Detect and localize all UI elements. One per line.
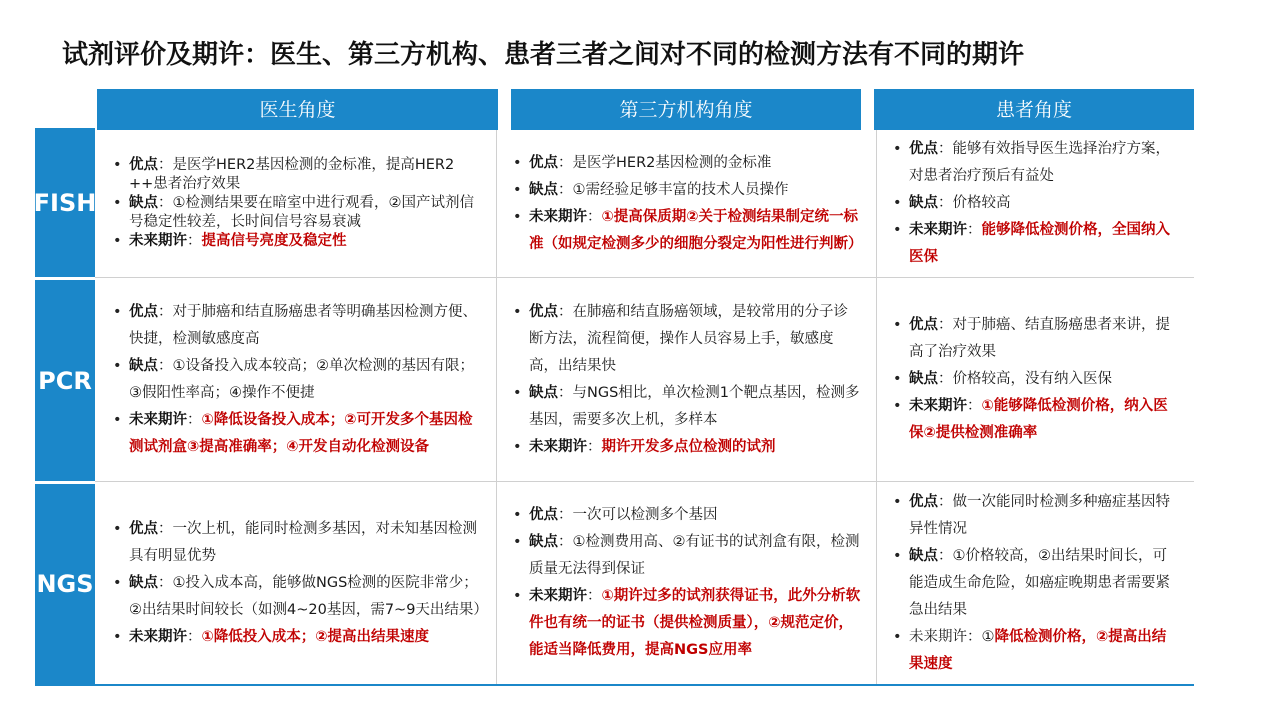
item-expectation: 期许开发多点位检测的试剂 (601, 438, 776, 455)
item-expectation: 能够降低检测价格，全国纳入医保 (909, 222, 1170, 265)
item-expectation: ①期许过多的试剂获得证书，此外分析软件也有统一的证书（提供检测质量），②规范定价，能适当降低费用，提高NGS应用率 (529, 588, 861, 658)
item-expectation: ①降低设备投入成本；②可开发多个基因检测试剂盒③提高准确率；④开发自动化检测设备 (129, 411, 473, 455)
cell-pcr-doctor (97, 278, 497, 481)
list-item (111, 407, 482, 461)
cell-ngs-third-party (497, 482, 877, 684)
item-separator: ： (558, 154, 573, 171)
bullet-list (891, 489, 1180, 678)
item-text: ① (981, 628, 995, 645)
row-label-ngs: NGS (35, 484, 95, 684)
item-separator: ： (558, 303, 573, 320)
item-text: 价格较高 (952, 195, 1011, 211)
row-label-fish: FISH (35, 128, 95, 277)
item-key: 优点 (129, 520, 158, 537)
item-text: 一次可以检测多个基因 (572, 507, 718, 523)
item-key: 缺点 (909, 195, 938, 211)
item-key: 缺点 (909, 371, 938, 387)
list-item (891, 190, 1180, 217)
item-key: 未来期许 (909, 398, 967, 414)
item-text: ①检测费用高、②有证书的试剂盒有限，检测质量无法得到保证 (529, 534, 860, 577)
bullet-list (891, 312, 1180, 447)
item-key: 未来期许 (909, 222, 967, 238)
item-key: 优点 (909, 141, 938, 157)
item-separator: ： (158, 574, 173, 591)
item-separator: ： (587, 438, 602, 455)
item-text: 一次上机，能同时检测多基因，对未知基因检测具有明显优势 (129, 520, 477, 564)
list-item (111, 353, 482, 407)
bullet-list (511, 502, 862, 664)
list-item (511, 299, 862, 380)
item-text: 是医学HER2基因检测的金标准 (572, 154, 772, 171)
list-item (891, 489, 1180, 543)
list-item (111, 570, 488, 624)
item-expectation: 降低检测价格，②提高出结果速度 (909, 628, 1167, 672)
item-key: 优点 (129, 303, 158, 320)
item-separator: ： (967, 398, 982, 414)
list-item (511, 177, 862, 204)
list-item (511, 150, 862, 177)
item-separator: ： (158, 520, 173, 537)
item-separator: ： (558, 507, 573, 523)
item-key: 未来期许 (529, 438, 587, 455)
item-key: 缺点 (529, 534, 558, 550)
item-separator: ： (158, 357, 173, 374)
item-key: 优点 (909, 493, 938, 510)
item-expectation: 提高信号亮度及稳定性 (201, 233, 347, 249)
item-separator: ： (558, 534, 573, 550)
bullet-list (511, 150, 862, 258)
list-item (111, 194, 482, 232)
item-separator: ： (938, 317, 953, 333)
list-item (111, 156, 482, 194)
item-separator: ： (158, 303, 173, 320)
item-key: 缺点 (129, 195, 158, 211)
item-key: 优点 (909, 317, 938, 333)
list-item (111, 232, 482, 251)
item-separator: ： (187, 233, 202, 249)
item-separator: ： (938, 547, 953, 564)
list-item (891, 393, 1180, 447)
item-separator: ： (187, 411, 202, 428)
header-doctor: 医生角度 (97, 89, 498, 127)
cell-ngs-doctor (97, 482, 497, 684)
list-item (111, 624, 482, 651)
item-text: ①投入成本高，能够做NGS检测的医院非常少；②出结果时间较长（如测4~20基因，需7~9天出结果） (129, 574, 488, 618)
item-text: 对于肺癌和结直肠癌患者等明确基因检测方便、快捷，检测敏感度高 (129, 303, 477, 347)
cell-fish-doctor (97, 130, 497, 277)
item-key: 未来期许 (129, 628, 187, 645)
item-key: 优点 (529, 303, 558, 320)
item-separator: ： (938, 195, 953, 211)
item-text: 做一次能同时检测多种癌症基因特异性情况 (909, 493, 1170, 537)
item-separator: ： (938, 141, 953, 157)
list-item (891, 217, 1180, 271)
cell-pcr-third-party (497, 278, 877, 481)
table-bottom-border (35, 684, 1194, 686)
item-key: 未来期许 (909, 628, 967, 645)
item-separator: ： (558, 384, 573, 401)
item-text: 价格较高，没有纳入医保 (952, 371, 1112, 387)
row-label-pcr: PCR (35, 280, 95, 481)
item-key: 优点 (529, 154, 558, 171)
list-item (511, 204, 862, 258)
bullet-list (111, 299, 482, 461)
item-text: ①设备投入成本较高；②单次检测的基因有限；③假阳性率高；④操作不便捷 (129, 357, 474, 401)
list-item (891, 366, 1180, 393)
header-third-party: 第三方机构角度 (511, 89, 861, 127)
item-key: 缺点 (529, 181, 558, 198)
cell-pcr-patient (877, 278, 1194, 481)
cell-fish-third-party (497, 130, 877, 277)
page-title: 试剂评价及期许：医生、第三方机构、患者三者之间对不同的检测方法有不同的期许 (62, 40, 1025, 70)
bullet-list (111, 156, 482, 251)
item-key: 优点 (129, 157, 158, 173)
item-separator: ： (938, 493, 953, 510)
list-item (511, 502, 862, 529)
item-key: 缺点 (529, 384, 558, 401)
item-key: 缺点 (129, 357, 158, 374)
item-key: 未来期许 (529, 588, 587, 604)
list-item (891, 136, 1180, 190)
item-separator: ： (587, 588, 602, 604)
item-key: 未来期许 (129, 411, 187, 428)
list-item (511, 529, 862, 583)
item-text: 是医学HER2基因检测的金标准，提高HER2 ++患者治疗效果 (129, 157, 455, 192)
bullet-list (511, 299, 862, 461)
item-text: 对于肺癌、结直肠癌患者来讲，提高了治疗效果 (909, 317, 1170, 360)
item-key: 缺点 (129, 574, 158, 591)
item-key: 优点 (529, 507, 558, 523)
item-text: ①需经验足够丰富的技术人员操作 (572, 181, 789, 198)
item-separator: ： (967, 628, 982, 645)
list-item (891, 543, 1180, 624)
item-text: 能够有效指导医生选择治疗方案，对患者治疗预后有益处 (909, 141, 1170, 184)
item-separator: ： (587, 208, 602, 225)
item-separator: ： (558, 181, 573, 198)
item-separator: ： (187, 628, 202, 645)
list-item (511, 380, 862, 434)
item-text: 与NGS相比，单次检测1个靶点基因，检测多基因，需要多次上机，多样本 (529, 384, 860, 428)
list-item (511, 434, 862, 461)
list-item (111, 299, 482, 353)
item-text: ①价格较高，②出结果时间长，可能造成生命危险，如癌症晚期患者需要紧急出结果 (909, 547, 1170, 618)
item-text: ①检测结果要在暗室中进行观看，②国产试剂信号稳定性较差，长时间信号容易衰减 (129, 195, 474, 230)
item-separator: ： (938, 371, 953, 387)
item-expectation: ①能够降低检测价格，纳入医保②提供检测准确率 (909, 398, 1168, 441)
item-text: 在肺癌和结直肠癌领域，是较常用的分子诊断方法，流程简便，操作人员容易上手，敏感度高，出结果快 (529, 303, 848, 374)
bullet-list (111, 516, 488, 651)
cell-fish-patient (877, 130, 1194, 277)
header-patient: 患者角度 (874, 89, 1194, 127)
item-separator: ： (967, 222, 982, 238)
bullet-list (891, 136, 1180, 271)
item-key: 未来期许 (129, 233, 187, 249)
item-separator: ： (158, 157, 173, 173)
item-expectation: ①提高保质期②关于检测结果制定统一标准（如规定检测多少的细胞分裂定为阳性进行判断） (529, 208, 863, 252)
item-expectation: ①降低投入成本；②提高出结果速度 (201, 628, 430, 645)
list-item (891, 312, 1180, 366)
list-item (891, 624, 1180, 678)
cell-ngs-patient (877, 482, 1194, 684)
list-item (511, 583, 862, 664)
item-key: 缺点 (909, 547, 938, 564)
item-key: 未来期许 (529, 208, 587, 225)
item-separator: ： (158, 195, 173, 211)
list-item (111, 516, 482, 570)
